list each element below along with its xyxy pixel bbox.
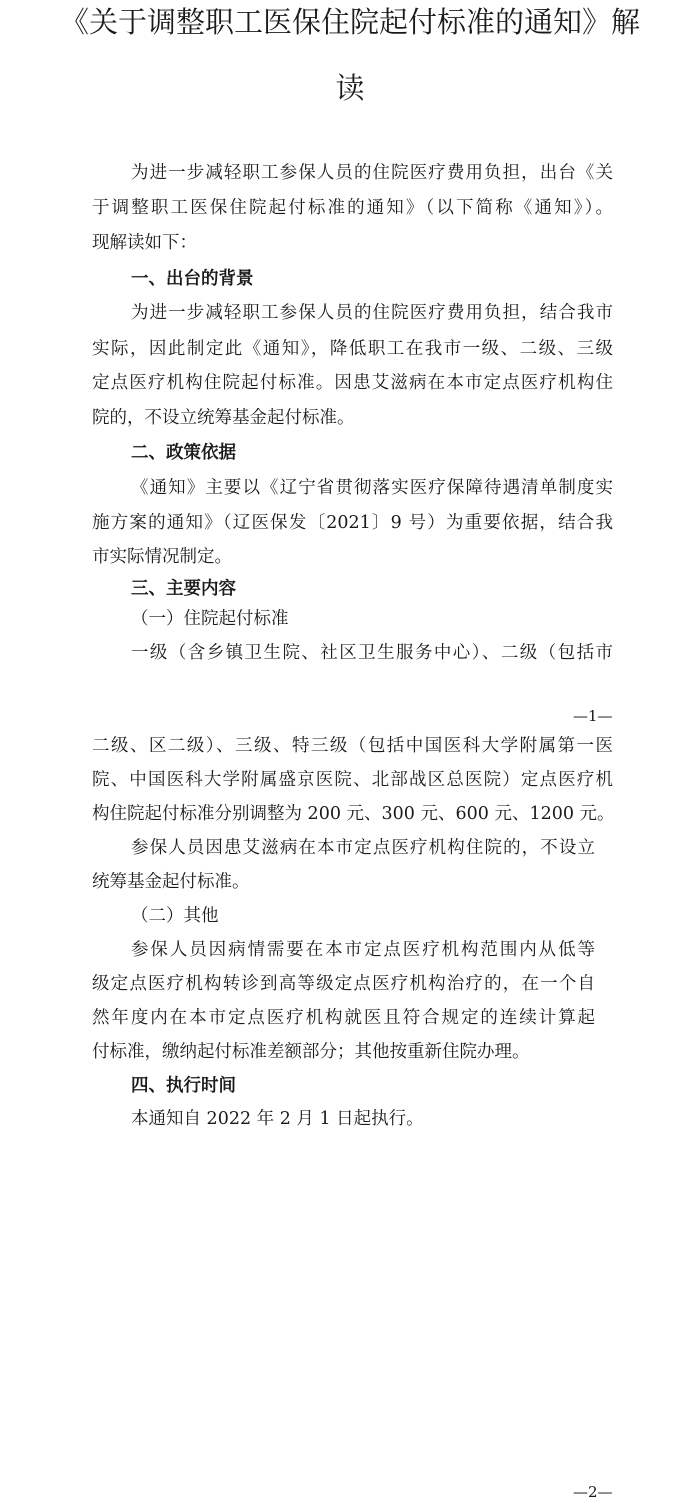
section-3-subheading-1: （一）住院起付标准 (131, 609, 289, 629)
section-3-subheading-2: （二）其他 (131, 906, 219, 926)
section-2-line-3: 市实际情况制定。 (92, 547, 232, 567)
intro-line-1: 为进一步减轻职工参保人员的住院医疗费用负担，出台《关 (131, 163, 613, 183)
section-3-paragraph-3-line-1: 参保人员因病情需要在本市定点医疗机构范围内从低等 (131, 940, 595, 960)
section-3-paragraph-3-line-3: 然年度内在本市定点医疗机构就医且符合规定的连续计算起 (92, 1008, 595, 1028)
intro-line-2: 于调整职工医保住院起付标准的通知》（以下简称《通知》）。 (92, 198, 613, 218)
section-3-paragraph-1-line-1: 一级（含乡镇卫生院、社区卫生服务中心）、二级（包括市 (131, 643, 613, 663)
section-3-paragraph-3-line-2: 级定点医疗机构转诊到高等级定点医疗机构治疗的，在一个自 (92, 974, 595, 994)
section-1-line-2: 实际，因此制定此《通知》，降低职工在我市一级、二级、三级 (92, 339, 613, 359)
section-2-line-1: 《通知》主要以《辽宁省贯彻落实医疗保障待遇清单制度实 (131, 478, 613, 498)
section-1-line-4: 院的，不设立统筹基金起付标准。 (92, 408, 355, 428)
section-3-paragraph-2-line-1: 参保人员因患艾滋病在本市定点医疗机构住院的，不设立 (131, 838, 595, 858)
section-3-paragraph-2-line-2: 统筹基金起付标准。 (92, 872, 250, 892)
section-3-paragraph-1-line-2: 二级、区二级）、三级、特三级（包括中国医科大学附属第一医 (92, 736, 613, 756)
section-4-heading: 四、执行时间 (131, 1076, 236, 1096)
section-4-text: 本通知自 2022 年 2 月 1 日起执行。 (131, 1109, 424, 1129)
document-title-line-2: 读 (335, 71, 365, 105)
section-3-paragraph-1-line-3: 院、中国医科大学附属盛京医院、北部战区总医院）定点医疗机 (92, 770, 613, 790)
document-title-line-1: 《关于调整职工医保住院起付标准的通知》解 (59, 5, 640, 39)
page-number-2: —2— (573, 1483, 613, 1501)
section-3-paragraph-1-line-4: 构住院起付标准分别调整为 200 元、300 元、600 元、1200 元。 (92, 804, 615, 824)
section-1-line-1: 为进一步减轻职工参保人员的住院医疗费用负担，结合我市 (131, 303, 613, 323)
page-number-1: —1— (573, 707, 613, 725)
intro-line-3: 现解读如下： (92, 233, 197, 253)
section-3-heading: 三、主要内容 (131, 579, 236, 599)
section-2-heading: 二、政策依据 (131, 443, 236, 463)
section-2-line-2: 施方案的通知》（辽医保发〔2021〕9 号）为重要依据，结合我 (92, 513, 613, 533)
section-1-heading: 一、出台的背景 (131, 269, 254, 289)
section-3-paragraph-3-line-4: 付标准，缴纳起付标准差额部分；其他按重新住院办理。 (92, 1042, 530, 1062)
section-1-line-3: 定点医疗机构住院起付标准。因患艾滋病在本市定点医疗机构住 (92, 373, 613, 393)
